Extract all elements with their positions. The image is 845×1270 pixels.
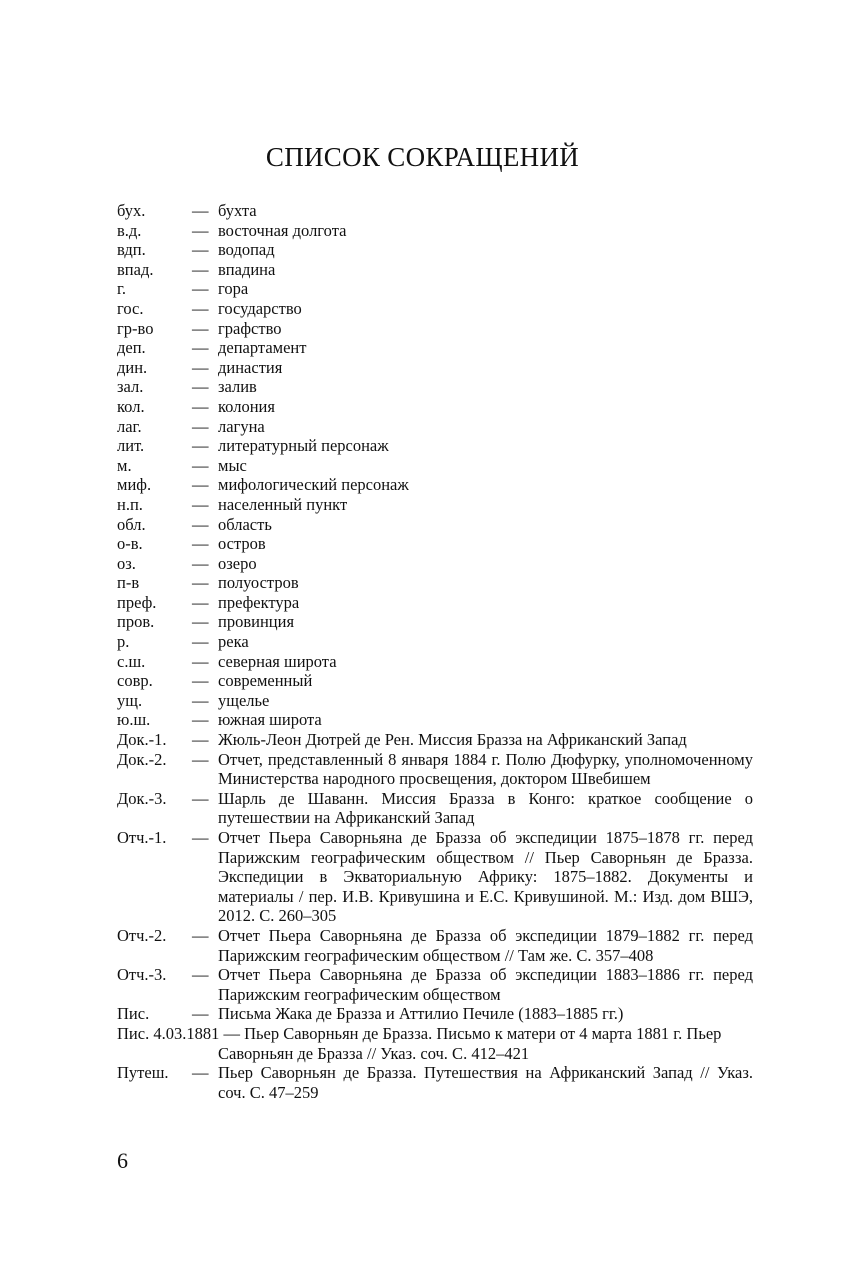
definition: залив	[218, 377, 257, 397]
definition: династия	[218, 357, 283, 377]
abbreviation: зал.	[117, 377, 144, 397]
definition: озеро	[218, 553, 257, 573]
definition: гора	[218, 279, 249, 299]
page-title: СПИСОК СОКРАЩЕНИЙ	[265, 142, 580, 172]
dash: —	[192, 318, 209, 338]
abbreviation-entry	[117, 612, 753, 632]
dash: —	[192, 220, 209, 240]
abbreviation: Док.-2.	[117, 749, 167, 769]
definition: государство	[218, 298, 302, 318]
abbreviation: г.	[117, 279, 127, 299]
definition: бухта	[218, 201, 257, 220]
abbreviation: Док.-3.	[117, 788, 167, 808]
abbreviation-entry	[117, 260, 753, 280]
abbreviation: ущ.	[117, 690, 143, 710]
dash: —	[192, 612, 209, 632]
abbreviation-entry	[117, 789, 753, 828]
abbreviation-entry	[117, 828, 753, 926]
dash: —	[223, 1023, 240, 1043]
dash: —	[192, 965, 209, 985]
abbreviation: Пис. 4.03.1881	[117, 1023, 220, 1043]
dash: —	[192, 416, 209, 436]
dash: —	[192, 573, 209, 593]
definition: современный	[218, 671, 313, 691]
abbreviation-entry	[117, 750, 753, 789]
dash: —	[192, 259, 209, 279]
definition: Письма Жака де Бразза и Аттилио Печиле (1883–1885 гг.)	[218, 1004, 624, 1024]
abbreviation-entry	[117, 1004, 753, 1024]
abbreviation-entry	[117, 534, 753, 554]
abbreviation: н.п.	[117, 494, 143, 514]
dash: —	[192, 1063, 209, 1083]
abbreviation-entry	[117, 240, 753, 260]
definition: литературный персонаж	[218, 436, 389, 456]
abbreviation: о-в.	[117, 534, 143, 554]
abbreviation: миф.	[117, 475, 152, 495]
dash: —	[192, 632, 209, 652]
dash: —	[192, 553, 209, 573]
abbreviation: р.	[117, 632, 130, 652]
dash: —	[192, 357, 209, 377]
definition: Отчет Пьера Саворньяна де Бразза об экспедиции 1879–1882 гг. перед Парижским географическим обществом // Там же. С. 357–408	[218, 925, 753, 965]
definition: графство	[218, 318, 282, 338]
abbreviation-entry	[117, 397, 753, 417]
abbreviation-entry	[117, 554, 753, 574]
abbreviation: Отч.-2.	[117, 925, 167, 945]
dash: —	[192, 494, 209, 514]
abbreviation-entry	[117, 1024, 753, 1063]
definition: Отчет Пьера Саворньяна де Бразза об экспедиции 1883–1886 гг. перед Парижским географическим обществом	[218, 965, 753, 1004]
dash: —	[192, 651, 209, 671]
abbreviation: с.ш.	[117, 651, 146, 671]
dash: —	[192, 279, 209, 299]
dash: —	[192, 925, 209, 945]
abbreviation-entry	[117, 279, 753, 299]
definition: Шарль де Шаванн. Миссия Бразза в Конго: краткое сообщение о путешествии на Африканский Запад	[218, 788, 753, 828]
abbreviation: в.д.	[117, 220, 142, 240]
abbreviation-entry	[117, 710, 753, 730]
dash: —	[192, 377, 209, 397]
dash: —	[192, 1004, 209, 1024]
definition: область	[218, 514, 272, 534]
dash: —	[192, 475, 209, 495]
abbreviation: вдп.	[117, 240, 146, 260]
abbreviation-list	[117, 201, 753, 1102]
definition: Отчет Пьера Саворньяна де Бразза об экспедиции 1875–1878 гг. перед Парижским географическим обществом // Пьер Саворньян де Бразза. Экспедиции в Экваториальную Африку: 1875–1882. Документы и материалы / пер. И.В. Кривушина и Е.С. Кривушиной. М.: Изд. дом ВШЭ, 2012. С. 260–305	[218, 828, 753, 926]
definition: провинция	[218, 612, 295, 632]
abbreviation-entry	[117, 730, 753, 750]
abbreviation: лаг.	[117, 416, 142, 436]
abbreviation-entry	[117, 926, 753, 965]
page-number: 6	[117, 1148, 128, 1173]
definition: ущелье	[218, 690, 270, 710]
dash: —	[192, 749, 209, 769]
definition: префектура	[218, 592, 300, 612]
abbreviation: деп.	[117, 338, 146, 358]
dash: —	[192, 710, 209, 730]
abbreviation-entry	[117, 436, 753, 456]
definition: восточная долгота	[218, 220, 347, 240]
definition: колония	[218, 396, 275, 416]
definition: река	[218, 632, 249, 652]
abbreviation-entry	[117, 691, 753, 711]
definition: департамент	[218, 338, 307, 358]
abbreviation: Пис.	[117, 1004, 150, 1024]
definition: Пьер Саворньян де Бразза. Письмо к матери от 4 марта 1881 г. Пьер Саворньян де Бразза // Указ. соч. С. 412–421	[218, 1023, 722, 1063]
definition: лагуна	[218, 416, 265, 436]
abbreviation-entry	[117, 299, 753, 319]
abbreviation: м.	[117, 455, 132, 475]
dash: —	[192, 455, 209, 475]
dash: —	[192, 201, 209, 220]
abbreviation: кол.	[117, 396, 145, 416]
abbreviation-entry	[117, 965, 753, 1004]
abbreviation: обл.	[117, 514, 146, 534]
definition: мыс	[218, 455, 247, 475]
abbreviation: оз.	[117, 553, 136, 573]
abbreviation-entry	[117, 319, 753, 339]
abbreviation-entry	[117, 377, 753, 397]
abbreviation-entry	[117, 573, 753, 593]
dash: —	[192, 338, 209, 358]
abbreviation-entry	[117, 201, 753, 221]
abbreviation: Отч.-1.	[117, 828, 167, 847]
abbreviation: лит.	[117, 436, 145, 456]
definition: полуостров	[218, 573, 299, 593]
definition: населенный пункт	[218, 494, 348, 514]
abbreviation: ю.ш.	[117, 710, 151, 730]
abbreviation: пров.	[117, 612, 155, 632]
abbreviation-entry	[117, 632, 753, 652]
abbreviation: Путеш.	[117, 1063, 169, 1083]
definition: мифологический персонаж	[218, 475, 409, 495]
abbreviation-entry	[117, 652, 753, 672]
dash: —	[192, 298, 209, 318]
abbreviation: преф.	[117, 592, 157, 612]
dash: —	[192, 592, 209, 612]
abbreviation-entry	[117, 515, 753, 535]
abbreviation-entry	[117, 221, 753, 241]
definition: южная широта	[218, 710, 322, 730]
definition: северная широта	[218, 651, 337, 671]
definition: водопад	[218, 240, 275, 260]
definition: остров	[218, 534, 266, 554]
definition: Отчет, представленный 8 января 1884 г. Полю Дюфурку, уполномоченному Министерства народного просвещения, доктором Швебишем	[218, 749, 753, 789]
abbreviation-entry	[117, 338, 753, 358]
dash: —	[192, 436, 209, 456]
abbreviation-entry	[117, 456, 753, 476]
definition: Пьер Саворньян де Бразза. Путешествия на Африканский Запад // Указ. соч. С. 47–259	[218, 1063, 753, 1102]
abbreviation-entry	[117, 671, 753, 691]
dash: —	[192, 240, 209, 260]
dash: —	[192, 396, 209, 416]
dash: —	[192, 690, 209, 710]
abbreviation-entry	[117, 417, 753, 437]
abbreviation: п-в	[117, 573, 140, 593]
abbreviation: гос.	[117, 298, 144, 318]
definition: впадина	[218, 259, 276, 279]
dash: —	[192, 730, 209, 750]
abbreviation-entry	[117, 593, 753, 613]
abbreviation-entry	[117, 358, 753, 378]
dash: —	[192, 534, 209, 554]
dash: —	[192, 671, 209, 691]
abbreviation: совр.	[117, 671, 153, 691]
abbreviation: дин.	[117, 357, 148, 377]
abbreviation: Отч.-3.	[117, 965, 167, 985]
abbreviation: Док.-1.	[117, 730, 167, 750]
definition: Жюль-Леон Дютрей де Рен. Миссия Бразза на Африканский Запад	[218, 730, 687, 750]
abbreviation: гр-во	[117, 318, 154, 338]
dash: —	[192, 828, 209, 847]
dash: —	[192, 788, 209, 808]
abbreviation: бух.	[117, 201, 146, 220]
abbreviation-entry	[117, 475, 753, 495]
abbreviation: впад.	[117, 259, 154, 279]
abbreviation-entry	[117, 495, 753, 515]
dash: —	[192, 514, 209, 534]
abbreviation-entry	[117, 1063, 753, 1102]
